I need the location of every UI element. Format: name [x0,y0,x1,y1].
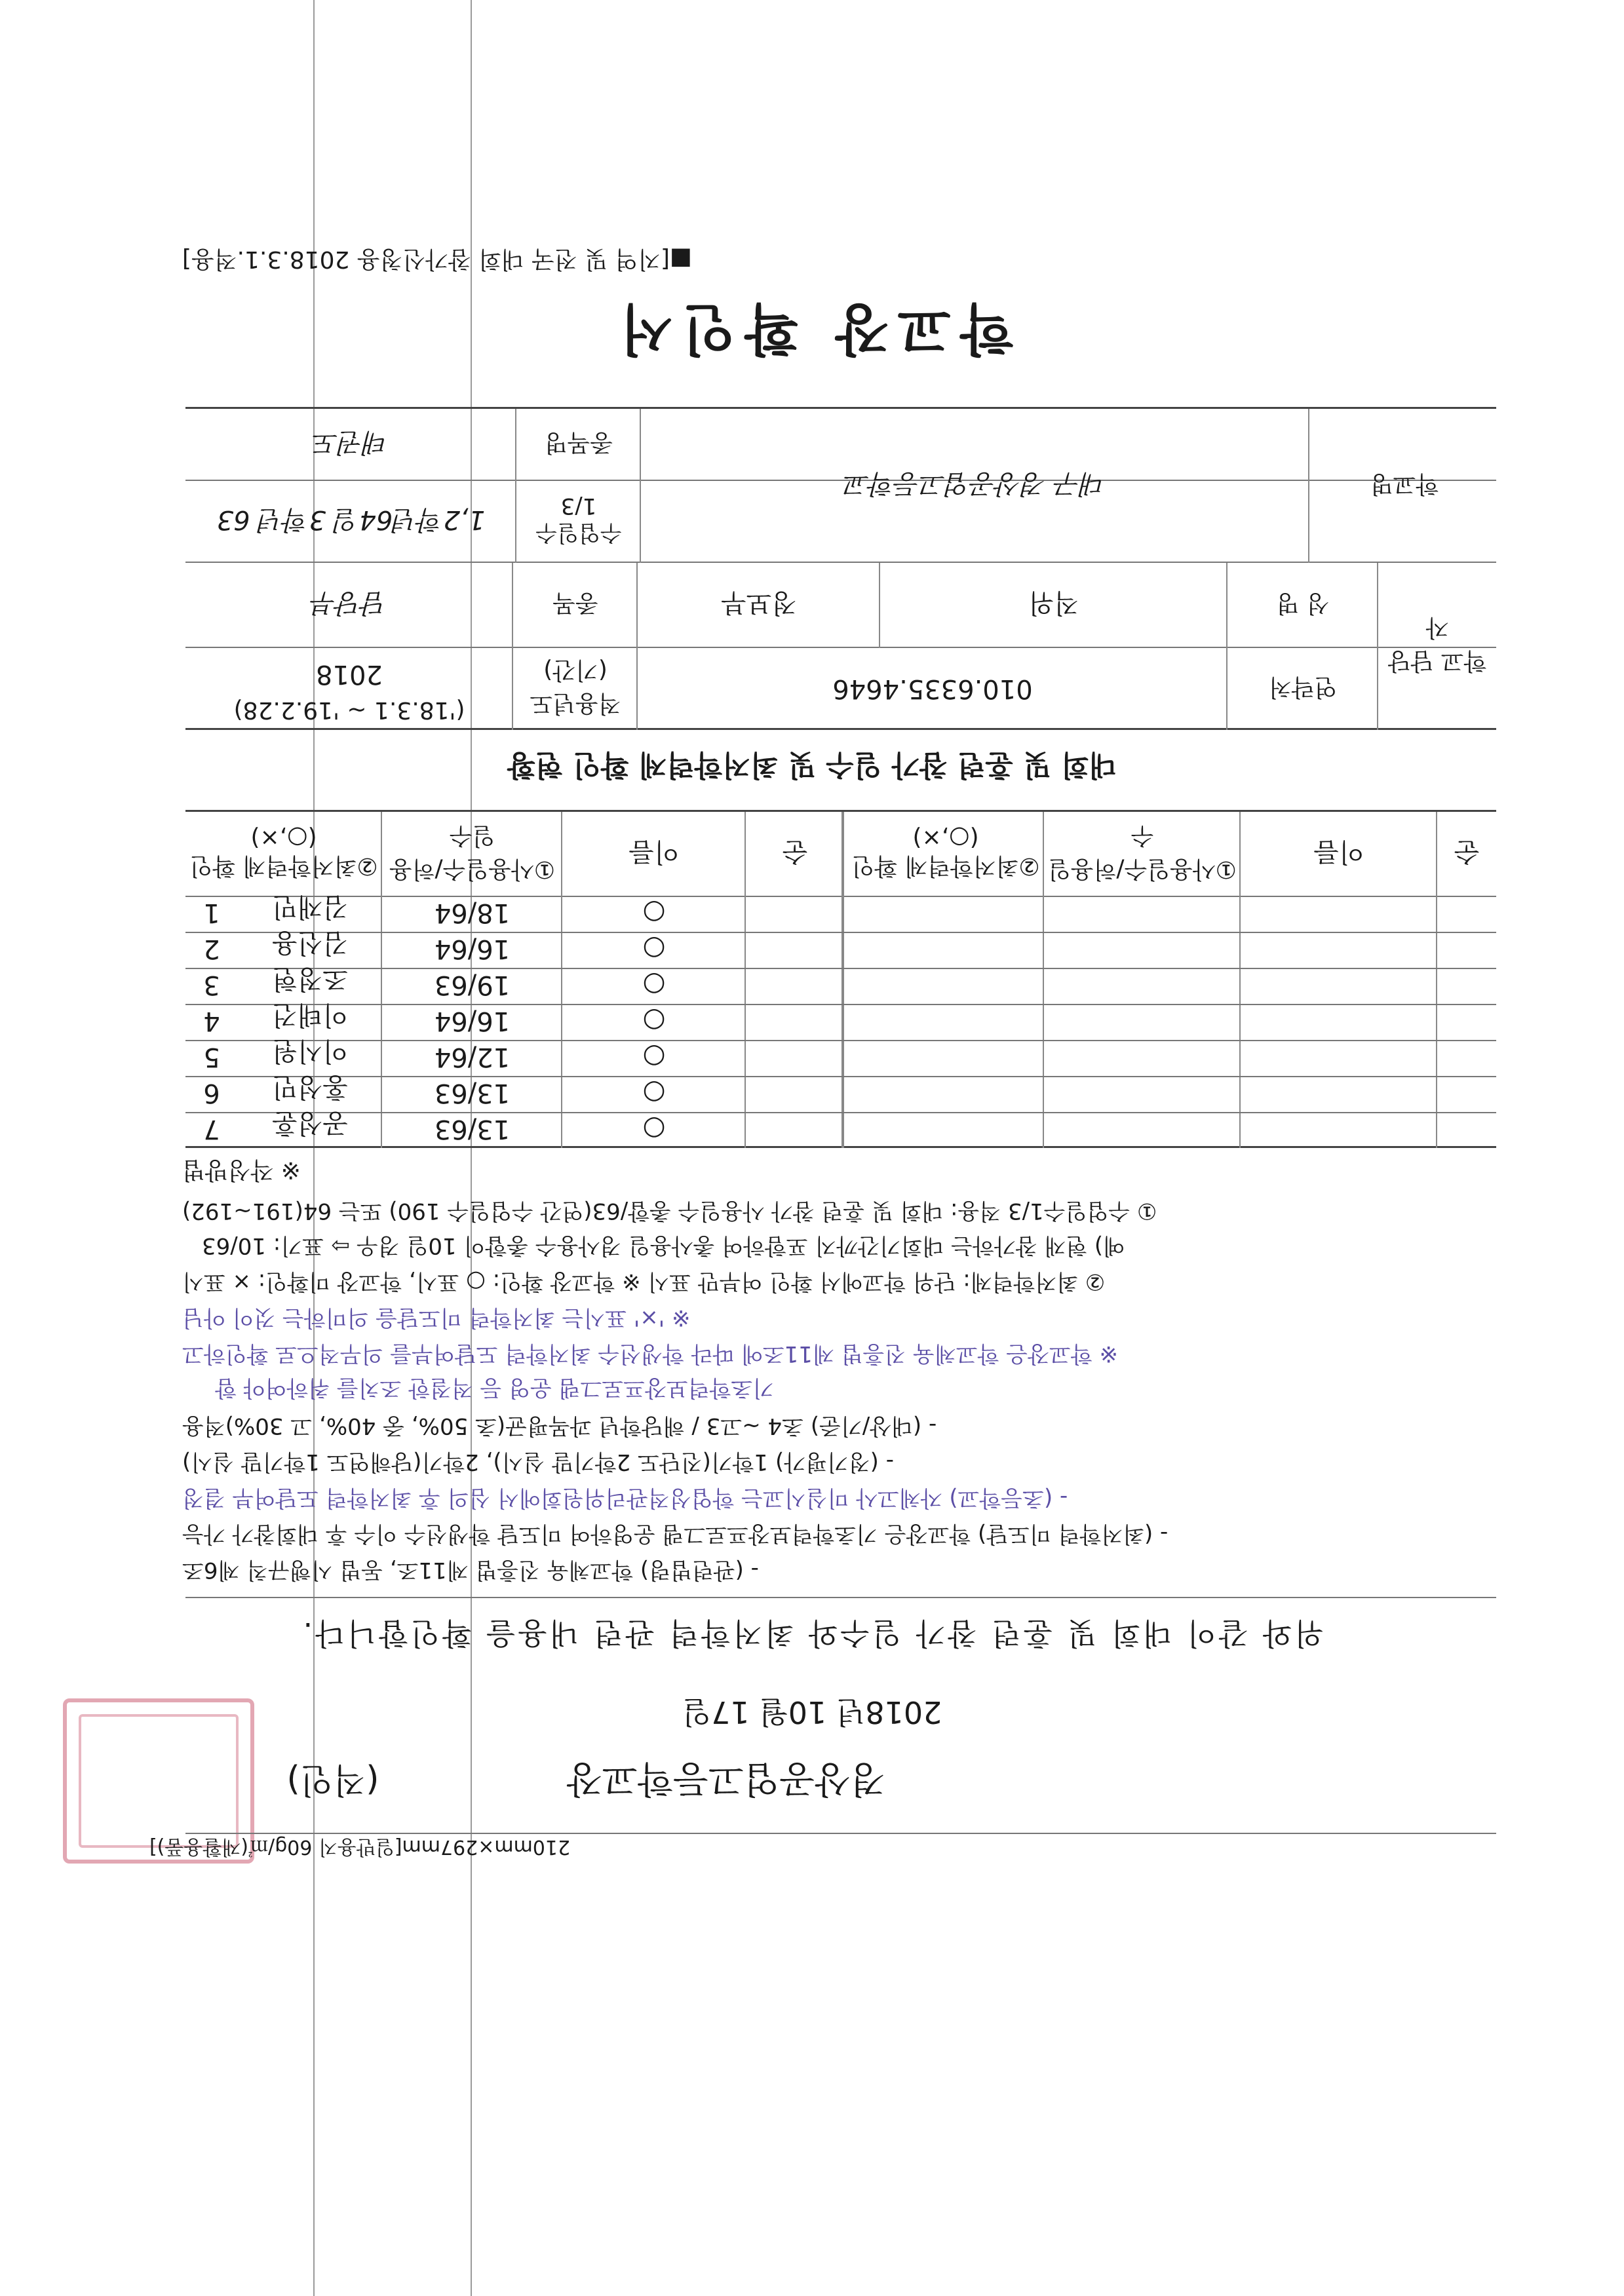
row-name: 김재민 [272,892,348,922]
note-8: - (정기평가) 1학기(진단도 2학기말 실시), 2학기(당해연도 1학기말 실시) [182,1449,894,1475]
sport-value: 태권도 [313,427,389,458]
row-name: 이시원 [272,1036,348,1066]
note-1: ① 수업일수1/3 적용: 대회 및 훈련 참가 사용일수 총합/63(연간 수업일수 190) 또는 64(191~192) [182,1198,1157,1224]
row-ratio: 12/64 [434,1042,511,1072]
sport2-label: 종목 [552,590,598,617]
note-4: ※ '×' 표시는 최저학력 미도달을 의미하는 것이 아님 [182,1305,691,1331]
contact-value: 010.6335.4646 [832,674,1033,704]
row-check: ○ [642,1114,666,1144]
header-name-right: 이름 [628,837,680,868]
form-header: ■[지역 및 전국 대회 참가신청용 2018.3.1.적용] [182,246,692,273]
table-title: 대회 및 훈련 참가 일수 및 최저학력제 확인 현황 [507,748,1117,782]
header-no-left: 순 [1454,837,1480,868]
period-value: ('18.3.1 ~ '19.2.28) [233,697,465,724]
note-6: 기초학력보장프로그램 운영 등 적절한 조치를 취하여야 함 [215,1375,775,1401]
sport-label: 종목명 [544,429,613,457]
note-5: ※ 학교장은 학교체육 진흥법 제11조에 따라 학생선수 최저학력 도달여부를 의무적으로 확인하고 [182,1341,1118,1367]
name-label: 성 명 [1276,590,1330,617]
row-check: ○ [642,898,666,928]
row-ratio: 13/63 [434,1078,511,1108]
paper-spec: 210mm×297mm[일반용지 60g/㎡(재활용품)] [149,1835,571,1858]
note-3: ② 최저학력제: 단위 학교에서 확인 여부만 표시 ※ 학교장 확인: ○ 표시, 학교장 미확인: × 표시 [182,1269,1106,1295]
issue-date: 2018년 10월 17일 [682,1694,942,1730]
position-label: 직위 [1028,588,1079,619]
row-name: 공성훈 [272,1108,348,1138]
row-check: ○ [642,934,666,964]
note-10: - (최저학력 미도달) 학교장은 기초학력보장프로그램 운영하여 미도달 학생선수 이수 후 대회참가 가능 [182,1521,1169,1547]
row-no: 6 [203,1078,220,1108]
header-no-right: 순 [782,837,808,868]
row-ratio: 16/64 [434,934,511,964]
header-ratio-left: ①사용일수/허용일수 [1048,822,1237,883]
row-name: 조정현 [272,964,348,994]
row-ratio: 18/64 [434,898,511,928]
row-no: 1 [203,898,220,928]
year-value: 2018 [316,659,383,689]
confirm-statement: 위와 같이 대회 및 훈련 참가 일수와 최저학력 관련 내용을 확인합니다. [300,1616,1324,1651]
header-check-left: ②최저학력제 확인(○,×) [851,824,1040,879]
principal-name: 경상공업고등학교장 [566,1757,886,1800]
note-2: 예) 현재 참가하는 대회기간까지 포함하여 총사용일 경사용수 총합이 10일 경우 ⇨ 표기: 10/63 [202,1233,1125,1259]
row-ratio: 19/63 [434,970,511,1000]
row-no: 5 [203,1042,220,1072]
row-no: 4 [203,1006,220,1036]
seal-label: (직인) [286,1760,379,1799]
row-ratio: 16/64 [434,1006,511,1036]
row-no: 3 [203,970,220,1000]
note-11: - (관련법령) 학교체육 진흥법 제11조, 동법 시행규칙 제6조 [182,1557,759,1583]
row-name: 김신용 [272,928,348,958]
note-9: - (초등학교) 자체고사 미실시교는 학업성적관리위원회에서 심의 후 최저학력 도달여부 결정 [182,1485,1068,1511]
row-check: ○ [642,1078,666,1108]
position-value: 정보부 [721,588,797,619]
header-name-left: 이름 [1313,837,1364,868]
year-label: 적용년도 (기간) [530,657,621,718]
row-check: ○ [642,970,666,1000]
row-name: 홍성민 [272,1072,348,1102]
note-7: - (대상/기준) 초4 ~고3 / 해당학년 과목평균(초 50%, 중 40%, 고 30%)적용 [182,1413,937,1439]
header-check-right: ②최저학력제 확인(○,×) [189,824,378,879]
notes-heading: ※ 작성방법 [182,1157,301,1183]
row-ratio: 13/63 [434,1114,511,1144]
row-no: 2 [203,934,220,964]
page-title: 학교장 확인서 [610,297,1014,361]
row-no: 7 [203,1114,220,1144]
row-check: ○ [642,1042,666,1072]
row-check: ○ [642,1006,666,1036]
attendance-label: 수업일수 1/3 [535,493,622,546]
sport2-value: 담당부 [311,588,387,619]
school-name-label: 학교명 [1370,470,1439,497]
official-label: 학교 담당자 [1387,614,1487,675]
school-name-value: 대구 경상공업고등학교 [844,469,1106,499]
header-ratio-right: ①사용일수/허용일수 [389,822,556,883]
contact-label: 연락처 [1268,674,1338,700]
row-name: 이태건 [272,1000,348,1030]
attendance-value: 1,2학년64일 3학년 63 [216,505,486,535]
